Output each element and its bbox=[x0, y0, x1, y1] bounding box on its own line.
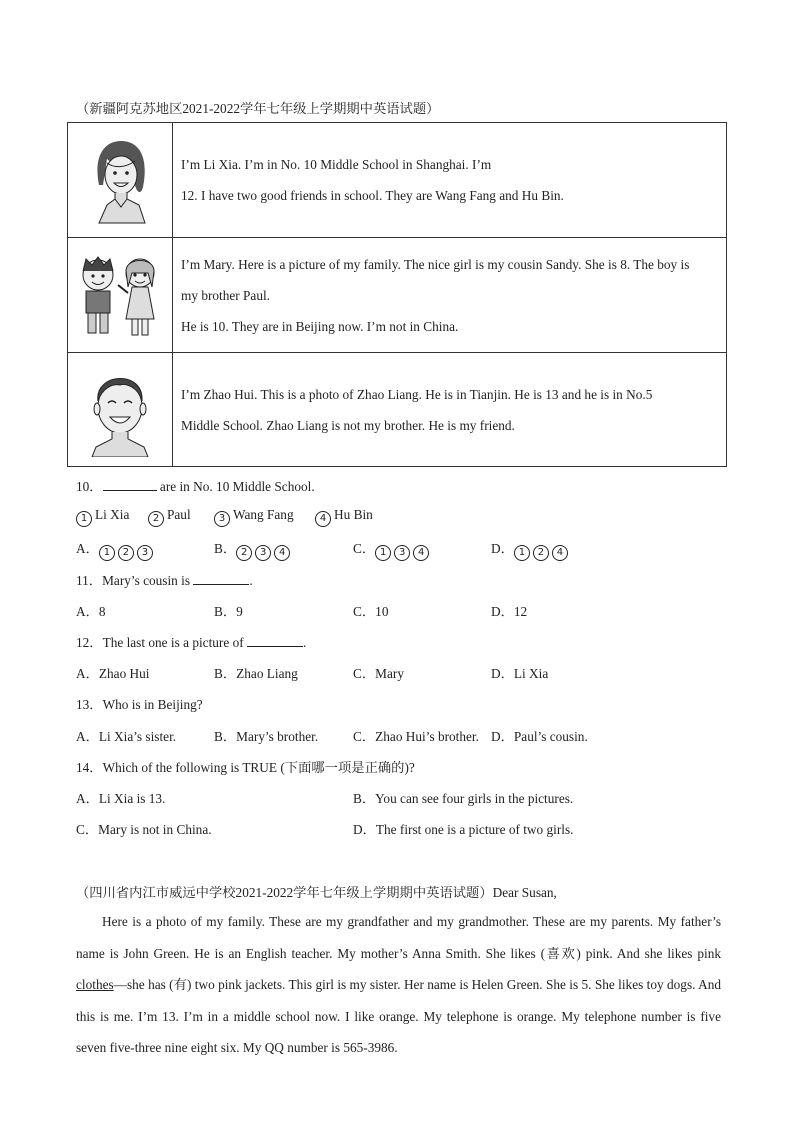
passage-table bbox=[67, 122, 727, 467]
q13-option-d[interactable]: D．Paul’s cousin. bbox=[491, 729, 588, 744]
q13-option-a[interactable]: A．Li Xia’s sister. bbox=[76, 729, 177, 744]
row-2-line-1: I’m Mary. Here is a picture of my family. The nice girl is my cousin Sandy. She is 8. The boy is bbox=[181, 256, 690, 272]
q14-option-b[interactable]: B．You can see four girls in the pictures. bbox=[353, 791, 574, 806]
row-1-line-1: I’m Li Xia. I’m in No. 10 Middle School in Shanghai. I’m bbox=[181, 157, 492, 172]
question-12: 12．The last one is a picture of . bbox=[76, 635, 307, 650]
q11-option-a[interactable]: A．8 bbox=[76, 604, 106, 619]
q11-option-b[interactable]: B．9 bbox=[214, 604, 243, 619]
q14-option-d[interactable]: D．The first one is a picture of two girls. bbox=[353, 822, 574, 837]
row-2-line-3: He is 10. They are in Beijing now. I’m not in China. bbox=[181, 318, 459, 334]
row-2-picture bbox=[68, 238, 173, 353]
letter-text-1: Here is a photo of my family. These are my grandfather and my grandmother. These are my parents. My father’s name is John Green. He is an English teacher. My mother’s Anna Smith. She likes (喜欢) pink. And she likes pink bbox=[76, 914, 721, 961]
q10-option-c[interactable]: C． 1 3 4 bbox=[353, 538, 432, 561]
q10-item-2: 2 Paul bbox=[148, 507, 191, 527]
girl-portrait-icon bbox=[85, 135, 155, 225]
q11-option-d[interactable]: D．12 bbox=[491, 604, 528, 619]
question-14: 14．Which of the following is TRUE (下面哪一项是正确的)? bbox=[76, 760, 415, 775]
letter-text-2: —she has (有) two pink jackets. This girl is my sister. Her name is Helen Green. She is 5. She likes toy dogs. And this is me. I’m 13. I’m in a middle school now. I like orange. My telephone is orange. My telephone number is five seven five-three nine eight six. My QQ number is 565-3986. bbox=[76, 977, 721, 1055]
row-3-picture bbox=[68, 353, 173, 467]
q11-option-c[interactable]: C．10 bbox=[353, 604, 389, 619]
row-1-line-2: 12. I have two good friends in school. They are Wang Fang and Hu Bin. bbox=[181, 188, 564, 203]
q12-blank bbox=[247, 635, 303, 647]
q11-blank bbox=[193, 573, 249, 585]
row-3-text bbox=[173, 353, 727, 467]
section-source-1: （新疆阿克苏地区2021-2022学年七年级上学期期中英语试题） bbox=[76, 101, 440, 116]
q10-number: 10． bbox=[76, 479, 103, 494]
q10-stem: are in No. 10 Middle School. bbox=[156, 479, 315, 494]
q12-option-d[interactable]: D．Li Xia bbox=[491, 666, 549, 681]
q10-option-b[interactable]: B． 2 3 4 bbox=[214, 538, 293, 561]
letter-paragraph bbox=[76, 906, 721, 1064]
underlined-word-clothes: clothes bbox=[76, 977, 114, 992]
row-2-text bbox=[173, 238, 727, 353]
row-3-line-2: Middle School. Zhao Liang is not my brother. He is my friend. bbox=[181, 417, 515, 433]
section-source-2: （四川省内江市威远中学校2021-2022学年七年级上学期期中英语试题）Dear Susan, bbox=[76, 885, 557, 900]
boy-and-girl-icon bbox=[72, 247, 168, 343]
q13-option-b[interactable]: B．Mary’s brother. bbox=[214, 729, 319, 744]
q10-blank bbox=[103, 479, 157, 491]
q13-option-c[interactable]: C．Zhao Hui’s brother. bbox=[353, 729, 479, 744]
row-3-line-1: I’m Zhao Hui. This is a photo of Zhao Liang. He is in Tianjin. He is 13 and he is in No.5 bbox=[181, 386, 653, 402]
row-1-text bbox=[173, 123, 727, 238]
q14-option-c[interactable]: C．Mary is not in China. bbox=[76, 822, 212, 837]
q12-option-c[interactable]: C．Mary bbox=[353, 666, 404, 681]
question-11: 11．Mary’s cousin is . bbox=[76, 573, 253, 588]
q10-item-4: 4 Hu Bin bbox=[315, 507, 373, 527]
q10-option-a[interactable]: A． 1 2 3 bbox=[76, 538, 156, 561]
boy-portrait-icon bbox=[82, 363, 158, 457]
q12-option-a[interactable]: A．Zhao Hui bbox=[76, 666, 150, 681]
row-2-line-2: my brother Paul. bbox=[181, 287, 271, 303]
q10-item-3: 3 Wang Fang bbox=[214, 507, 294, 527]
row-1-picture bbox=[68, 123, 173, 238]
q12-option-b[interactable]: B．Zhao Liang bbox=[214, 666, 298, 681]
question-10 bbox=[76, 476, 315, 495]
q10-item-1: 1 Li Xia bbox=[76, 507, 129, 527]
question-13: 13．Who is in Beijing? bbox=[76, 697, 203, 712]
q14-option-a[interactable]: A．Li Xia is 13. bbox=[76, 791, 166, 806]
q10-option-d[interactable]: D． 1 2 4 bbox=[491, 538, 571, 561]
